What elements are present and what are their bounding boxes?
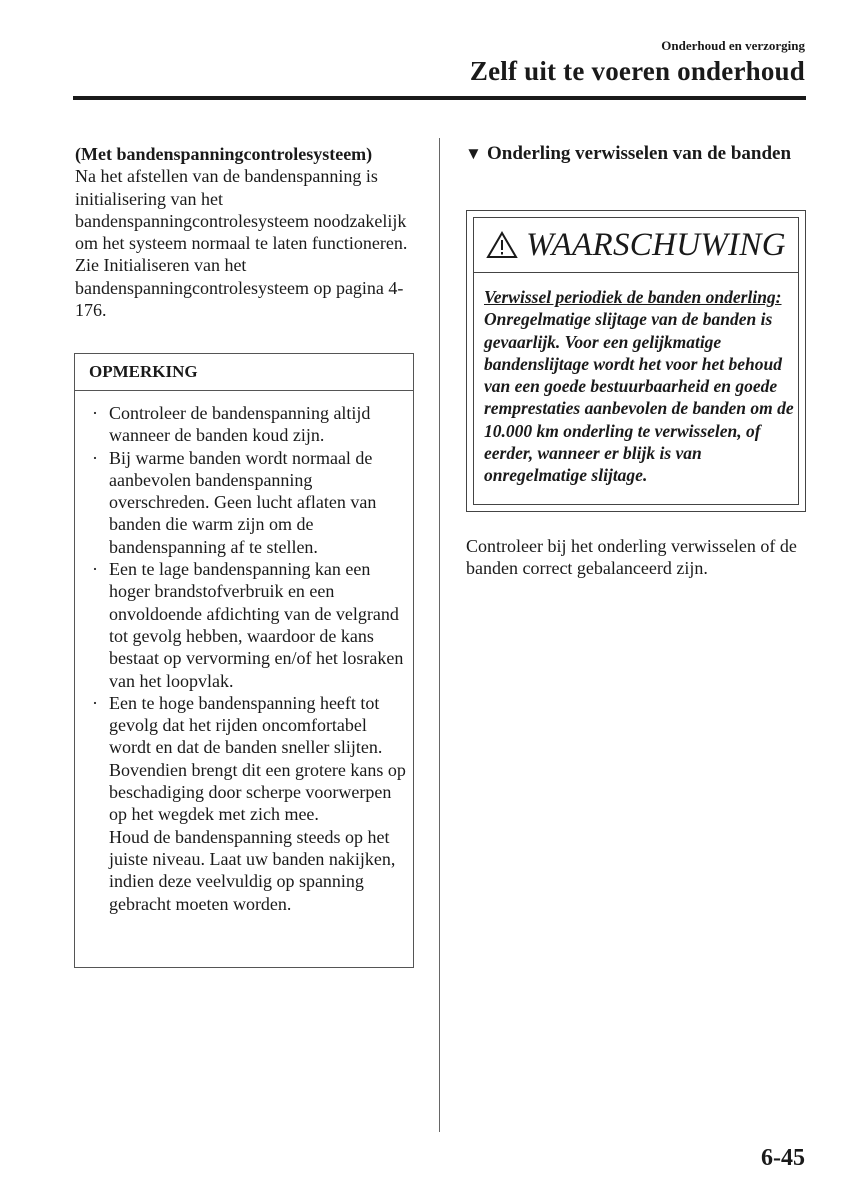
section-heading-text: Onderling verwisselen van de banden xyxy=(487,143,792,164)
warning-subtitle: Verwissel periodiek de banden onderling: xyxy=(484,287,782,307)
note-list xyxy=(89,402,409,915)
note-extra: Houd de bandenspanning steeds op het juiste niveau. Laat uw banden nakijken, indien deze veelvuldig op spanning gebracht moeten worden. xyxy=(109,826,396,914)
triangle-down-icon: ▼ xyxy=(465,144,482,163)
note-item: · Bij warme banden wordt normaal de aanbevolen bandenspanning overschreden. Geen lucht aflaten van banden die warm zijn om de bandenspanning af te stellen. xyxy=(92,447,377,557)
page-number: 6-45 xyxy=(761,1145,805,1171)
header-section-label: Onderhoud en verzorging xyxy=(661,38,805,53)
header-rule xyxy=(73,96,806,100)
warning-triangle-icon xyxy=(486,231,518,259)
warning-text: Onregelmatige slijtage van de banden is gevaarlijk. Voor een gelijkmatige bandenslijtage wordt het voor het behoud van een goede bestuurbaarheid en goede remprestaties aanbevolen de banden om de 10.000 km onderling te verwisselen, of eerder, wanneer er blijk is van onregelmatige slijtage. xyxy=(484,309,794,486)
left-paragraph: Na het afstellen van de bandenspanning is initialisering van het bandenspanningcontrolesysteem noodzakelijk om het systeem normaal te laten functioneren. xyxy=(75,166,408,254)
bullet-icon: · xyxy=(92,692,98,713)
bullet-icon: · xyxy=(92,403,98,423)
note-title: OPMERKING xyxy=(75,354,413,391)
left-paragraph-reference: Zie Initialiseren van het bandenspanningcontrolesysteem op pagina 4-176. xyxy=(75,255,404,321)
bullet-icon: · xyxy=(92,559,98,580)
left-column xyxy=(75,143,420,321)
closing-paragraph: Controleer bij het onderling verwisselen of de banden correct gebalanceerd zijn. xyxy=(466,536,797,579)
note-item: · Een te lage bandenspanning kan een hoger brandstofverbruik en een onvoldoende afdichting van de velgrand tot gevolg hebben, waardoor de kans bestaat op vervorming en/of het losraken van het loopvlak. xyxy=(92,559,404,691)
page-title: Zelf uit te voeren onderhoud xyxy=(469,56,805,86)
warning-header xyxy=(474,218,798,273)
left-heading: (Met bandenspanningcontrolesysteem) xyxy=(75,144,373,164)
note-item: · Controleer de bandenspanning altijd wanneer de banden koud zijn. xyxy=(92,403,371,446)
warning-box xyxy=(466,210,806,512)
section-heading xyxy=(465,143,807,166)
warning-body xyxy=(484,286,806,487)
warning-inner-frame xyxy=(473,217,799,505)
column-divider xyxy=(439,138,440,1132)
warning-title: WAARSCHUWING xyxy=(526,226,786,263)
note-box xyxy=(74,353,414,968)
note-item: · Een te hoge bandenspanning heeft tot gevolg dat het rijden oncomfortabel wordt en dat de banden sneller slijten. Bovendien brengt dit een grotere kans op beschadiging door scherpe voorwerpen op het wegdek met zich mee. Houd de bandenspanning steeds op het juiste niveau. Laat uw banden nakijken, indien deze veelvuldig op spanning gebracht moeten worden. xyxy=(92,692,406,914)
bullet-icon: · xyxy=(92,447,98,468)
right-column xyxy=(465,143,807,166)
